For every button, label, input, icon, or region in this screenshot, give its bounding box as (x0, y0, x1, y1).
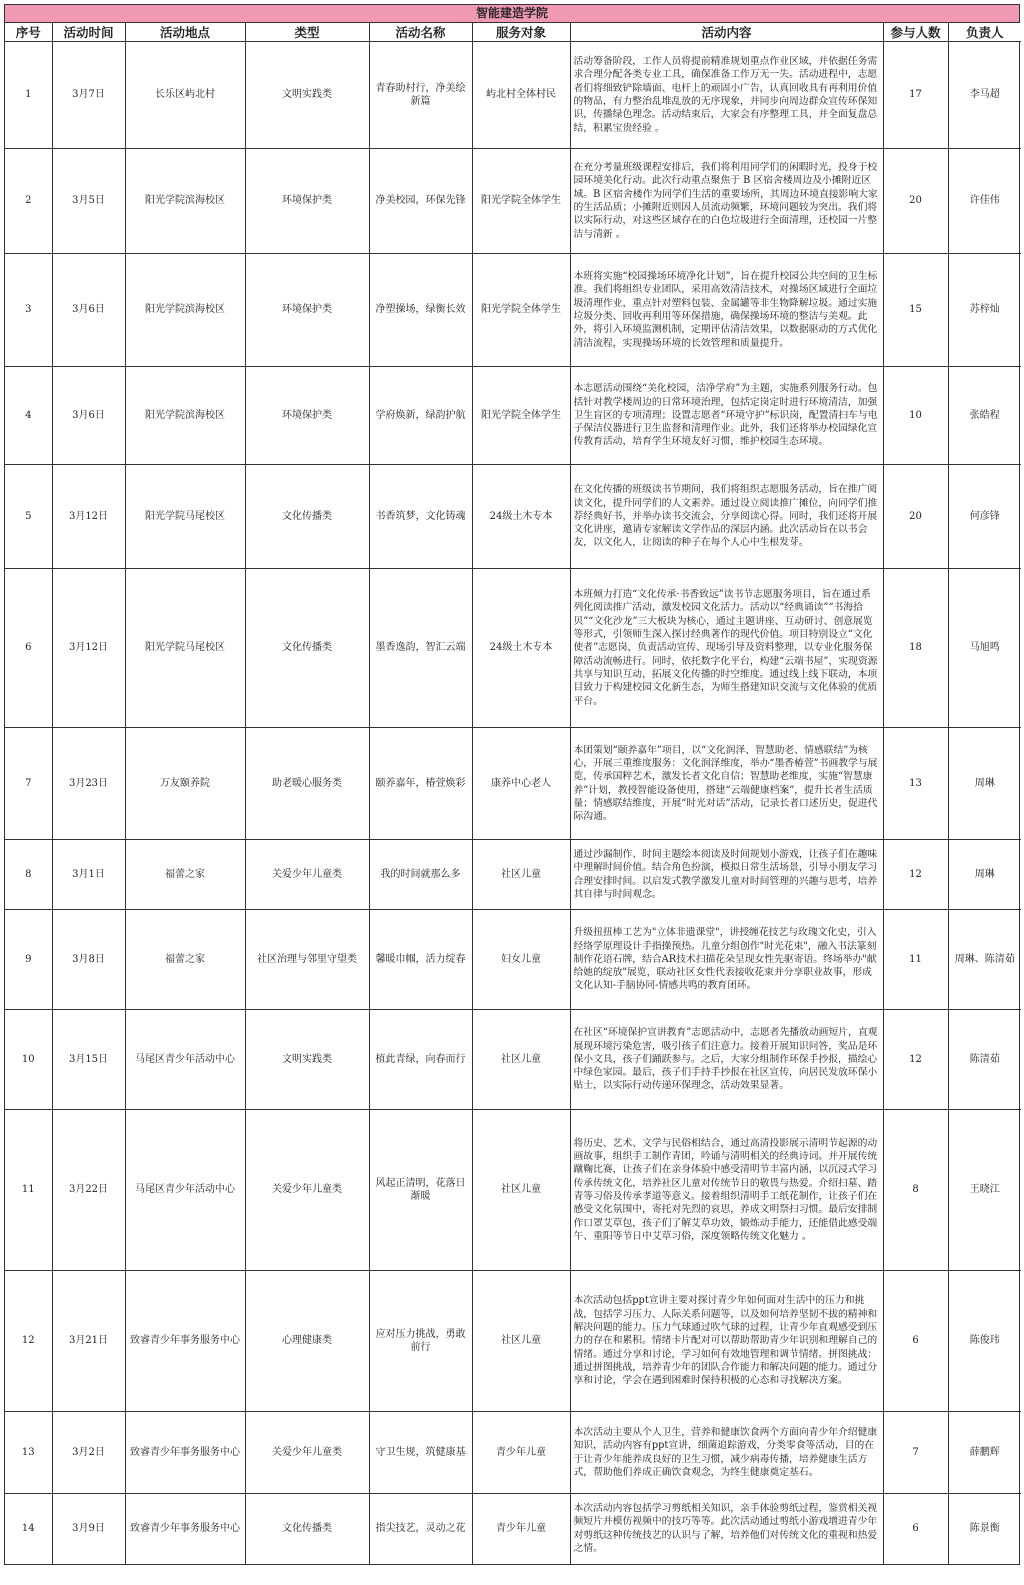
cell-content: 本班倾力打造“文化传承·书香致远”读书节志愿服务项目，旨在通过系列化阅读推广活动，激发校园文化活力。活动以“经典诵读”“书海拾贝”“文化沙龙”三大板块为核心，通过主题讲座、互动研讨、创意展览等形式，引领师生深入探讨经典著作的现代价值。项目特别设立“文化使者”志愿岗，负责活动宣传、现场引导及资料整理，以专业化服务保障活动流畅进行。同时，依托数字化平台，构建“云端书屋”，实现资源共享与知识互动，拓展文化传播的时空维度。通过线上线下联动，本项目致力于构建校园文化新生态，为师生搭建知识交流与文化体验的优质平台。 (570, 569, 883, 728)
cell-leader: 周琳 (948, 728, 1021, 840)
cell-date: 3月1日 (52, 840, 125, 910)
cell-type: 关爱少年儿童类 (245, 840, 369, 910)
cell-content: 将历史、艺术、文学与民俗相结合，通过高清投影展示清明节起源的动画故事，组织手工制作青团，吟诵与清明相关的经典诗词。并开展传统蹴鞠比赛，让孩子们在亲身体验中感受清明节丰富内涵，以沉浸式学习传承传统文化，培养社区儿童对传统节日的敬畏与热爱。介绍扫墓、踏青等习俗及传承孝道等意义。接着组织清明手工纸花制作，让孩子们在感受文化氛围中，寄托对先烈的哀思，养成文明祭扫习惯。最后安排制作口罩艾草包，孩子们了解艾草功效，锻炼动手能力，还能借此感受端午、重阳等节日中艾草习俗，深度领略传统文化魅力 。 (570, 1110, 883, 1271)
cell-content: 在社区“环境保护宣讲教育”志愿活动中，志愿者先播放动画短片，直观展现环境污染危害，吸引孩子们注意力。接着开展知识问答，奖品是环保小文具，孩子们踊跃参与。之后，大家分组制作环保手抄报，描绘心中绿色家园。最后，孩子们手持手抄报在社区宣传，向居民发放环保小贴士，以实际行动传递环保理念，活动效果显著。 (570, 1010, 883, 1110)
cell-place: 阳光学院滨海校区 (125, 367, 245, 465)
cell-leader: 周琳、陈清茹 (948, 910, 1021, 1010)
cell-name: 守卫生规，筑健康基 (369, 1412, 472, 1494)
cell-place: 阳光学院滨海校区 (125, 149, 245, 254)
header-no: 序号 (5, 23, 52, 42)
cell-leader: 何彦锋 (948, 465, 1021, 569)
cell-target: 康养中心老人 (472, 728, 570, 840)
header-target: 服务对象 (472, 23, 570, 42)
cell-target: 社区儿童 (472, 840, 570, 910)
cell-place: 致睿青少年事务服务中心 (125, 1271, 245, 1412)
cell-no: 3 (5, 254, 52, 367)
cell-place: 致睿青少年事务服务中心 (125, 1494, 245, 1564)
cell-content: 通过沙漏制作、时间主题绘本阅读及时间规划小游戏，让孩子们在趣味中理解时间价值。结合角色扮演，模拟日常生活场景，引导小朋友学习合理安排时间。以启发式教学激发儿童对时间管理的兴趣与思考，培养其自律与时间观念。 (570, 840, 883, 910)
cell-place: 马尾区青少年活动中心 (125, 1010, 245, 1110)
cell-content: 升级扭扭棒工艺为"立体非遗课堂"，讲授缠花技艺与玫瑰文化史，引入经络学原理设计手指操预热。儿童分组创作"时光花束"，融入书法篆刻制作花语石牌，结合AR技术扫描花朵呈现女性先驱寄语。终场举办"献给她的绽放"展览，联动社区女性代表接收花束并分享职业故事，形成文化认知-手脑协同-情感共鸣的教育闭环。 (570, 910, 883, 1010)
cell-target: 阳光学院全体学生 (472, 367, 570, 465)
cell-place: 长乐区屿北村 (125, 42, 245, 149)
table-row (5, 840, 1021, 910)
cell-target: 阳光学院全体学生 (472, 149, 570, 254)
table-row (5, 910, 1021, 1010)
cell-name: 馨暖巾帼，活力绽春 (369, 910, 472, 1010)
cell-leader: 陈清茹 (948, 1010, 1021, 1110)
cell-content: 本次活动内容包括学习剪纸相关知识，亲手体验剪纸过程，鉴赏相关视频短片并模仿视频中的技巧等等。此次活动通过剪纸小游戏增进青少年对剪纸这种传统技艺的认识与了解，培养他们对传统文化的重视和热爱之情。 (570, 1494, 883, 1564)
cell-date: 3月7日 (52, 42, 125, 149)
cell-date: 3月2日 (52, 1412, 125, 1494)
cell-date: 3月12日 (52, 465, 125, 569)
table-row (5, 367, 1021, 465)
cell-leader: 王晓江 (948, 1110, 1021, 1271)
cell-name: 植此青绿，向春而行 (369, 1010, 472, 1110)
cell-count: 12 (883, 840, 948, 910)
cell-no: 8 (5, 840, 52, 910)
cell-content: 在充分考量班级课程安排后，我们将利用同学们的闲暇时光，投身于校园环境美化行动。此次行动重点聚焦于 B 区宿舍楼周边及小摊附近区域。B 区宿舍楼作为同学们生活的重要场所，其周边环境直接影响大家的生活品质；小摊附近则因人员流动频繁，环境问题较为突出。我们将以实际行动，对这些区域存在的白色垃圾进行全面清理，还校园一片整洁与清新 。 (570, 149, 883, 254)
cell-no: 10 (5, 1010, 52, 1110)
cell-type: 关爱少年儿童类 (245, 1110, 369, 1271)
cell-leader: 李马超 (948, 42, 1021, 149)
cell-place: 福蕾之家 (125, 840, 245, 910)
spreadsheet (4, 4, 1020, 1565)
cell-name: 净塑操场，绿衡长效 (369, 254, 472, 367)
cell-target: 青少年儿童 (472, 1412, 570, 1494)
cell-content: 本志愿活动围绕“美化校园，洁净学府”为主题，实施系列服务行动。包括针对教学楼周边的日常环境治理，包括定岗定时进行环境清洁，加强卫生盲区的专项清理；设置志愿者“环境守护”标识岗，配置清扫车与电子保洁仪器进行卫生监督和清理作业。此外，我们还将举办校园绿化宣传教育活动，培育学生环境友好习惯，维护校园生态环境。 (570, 367, 883, 465)
cell-count: 7 (883, 1412, 948, 1494)
cell-date: 3月15日 (52, 1010, 125, 1110)
header-leader: 负责人 (948, 23, 1021, 42)
cell-type: 文明实践类 (245, 42, 369, 149)
table-row (5, 1271, 1021, 1412)
table-row (5, 1494, 1021, 1564)
cell-leader: 张皓程 (948, 367, 1021, 465)
cell-content: 本班将实施“校园操场环境净化计划”，旨在提升校园公共空间的卫生标准。我们将组织专业团队，采用高效清洁技术，对操场区域进行全面垃圾清理作业，重点针对塑料包装、金属罐等非生物降解垃圾。通过实施垃圾分类、回收再利用等环保措施，确保操场环境的整洁与美观。此外，将引入环境监测机制，定期评估清洁效果，以数据驱动的方式优化清洁流程，实现操场环境的长效管理和质量提升。 (570, 254, 883, 367)
cell-content: 本团策划“颐养嘉年”项目，以“文化润泽、智慧助老、情感联结”为核心，开展三重维度服务：文化润泽维度，举办“墨香椿萱”书画教学与展览，传承国粹艺术，激发长者文化自信；智慧助老维度，实施“智慧康养”计划，教授智能设备使用，搭建“云端健康档案”，提升长者生活质量；情感联结维度，开展“时光对话”活动，记录长者口述历史，促进代际沟通。 (570, 728, 883, 840)
cell-target: 社区儿童 (472, 1110, 570, 1271)
cell-target: 妇女儿童 (472, 910, 570, 1010)
cell-name: 青春助村行，净美绘新篇 (369, 42, 472, 149)
cell-place: 万友颐养院 (125, 728, 245, 840)
cell-type: 环境保护类 (245, 149, 369, 254)
cell-count: 13 (883, 728, 948, 840)
cell-name: 学府焕新，绿韵护航 (369, 367, 472, 465)
cell-content: 本次活动主要从个人卫生，营养和健康饮食两个方面向青少年介绍健康知识，活动内容有ppt宣讲，细菌追踪游戏，分类零食等活动，目的在于让青少年能养成良好的卫生习惯，减少病毒传播，培养健康生活方式，帮助他们养成正确饮食观念，为终生健康奠定基石。 (570, 1412, 883, 1494)
cell-content: 本次活动包括ppt宣讲主要对探讨青少年如何面对生活中的压力和挑战，包括学习压力、人际关系问题等，以及如何培养坚韧不拔的精神和解决问题的能力。压力气球通过吹气球的过程，让青少年直观感受到压力的存在和累积。情绪卡片配对可以帮助帮助青少年识别和理解自己的情绪。通过分享和讨论，学习如何有效地管理和调节情绪。拼图挑战：通过拼图挑战，培养青少年的团队合作能力和解决问题的能力。通过分享和讨论，学会在遇到困难时保持积极的心态和寻找解决方案。 (570, 1271, 883, 1412)
cell-count: 8 (883, 1110, 948, 1271)
cell-place: 马尾区青少年活动中心 (125, 1110, 245, 1271)
cell-date: 3月12日 (52, 569, 125, 728)
cell-no: 14 (5, 1494, 52, 1564)
cell-no: 12 (5, 1271, 52, 1412)
cell-count: 18 (883, 569, 948, 728)
cell-date: 3月23日 (52, 728, 125, 840)
cell-type: 环境保护类 (245, 367, 369, 465)
cell-target: 24级土木专本 (472, 569, 570, 728)
header-count: 参与人数 (883, 23, 948, 42)
cell-place: 致睿青少年事务服务中心 (125, 1412, 245, 1494)
cell-name: 书香筑梦，文化铸魂 (369, 465, 472, 569)
cell-name: 墨香逸韵，智汇云端 (369, 569, 472, 728)
cell-type: 环境保护类 (245, 254, 369, 367)
cell-date: 3月6日 (52, 367, 125, 465)
cell-date: 3月9日 (52, 1494, 125, 1564)
header-row (5, 23, 1021, 42)
header-name: 活动名称 (369, 23, 472, 42)
cell-no: 4 (5, 367, 52, 465)
cell-count: 20 (883, 149, 948, 254)
cell-leader: 陈俊玮 (948, 1271, 1021, 1412)
header-place: 活动地点 (125, 23, 245, 42)
cell-count: 15 (883, 254, 948, 367)
cell-name: 颐养嘉年，椿萱焕彩 (369, 728, 472, 840)
cell-target: 青少年儿童 (472, 1494, 570, 1564)
cell-no: 2 (5, 149, 52, 254)
cell-type: 社区治理与邻里守望类 (245, 910, 369, 1010)
cell-count: 12 (883, 1010, 948, 1110)
header-content: 活动内容 (570, 23, 883, 42)
cell-leader: 薛鹏辉 (948, 1412, 1021, 1494)
activity-table (5, 23, 1021, 1564)
cell-no: 11 (5, 1110, 52, 1271)
cell-no: 13 (5, 1412, 52, 1494)
cell-name: 风起正清明，花落日渐暖 (369, 1110, 472, 1271)
cell-name: 指尖技艺，灵动之花 (369, 1494, 472, 1564)
cell-place: 阳光学院马尾校区 (125, 569, 245, 728)
cell-type: 文化传播类 (245, 465, 369, 569)
cell-place: 阳光学院马尾校区 (125, 465, 245, 569)
cell-no: 7 (5, 728, 52, 840)
cell-no: 9 (5, 910, 52, 1010)
table-row (5, 254, 1021, 367)
table-row (5, 1010, 1021, 1110)
cell-leader: 苏梓灿 (948, 254, 1021, 367)
cell-type: 文化传播类 (245, 1494, 369, 1564)
cell-date: 3月5日 (52, 149, 125, 254)
table-row (5, 465, 1021, 569)
cell-leader: 马旭鸣 (948, 569, 1021, 728)
cell-type: 文明实践类 (245, 1010, 369, 1110)
cell-type: 文化传播类 (245, 569, 369, 728)
cell-count: 10 (883, 367, 948, 465)
cell-count: 17 (883, 42, 948, 149)
cell-no: 6 (5, 569, 52, 728)
cell-target: 社区儿童 (472, 1271, 570, 1412)
table-row (5, 569, 1021, 728)
cell-leader: 周琳 (948, 840, 1021, 910)
cell-target: 24级土木专本 (472, 465, 570, 569)
cell-target: 阳光学院全体学生 (472, 254, 570, 367)
cell-type: 助老暖心服务类 (245, 728, 369, 840)
cell-place: 阳光学院滨海校区 (125, 254, 245, 367)
table-row (5, 42, 1021, 149)
cell-date: 3月6日 (52, 254, 125, 367)
cell-count: 11 (883, 910, 948, 1010)
cell-date: 3月8日 (52, 910, 125, 1010)
cell-no: 5 (5, 465, 52, 569)
cell-name: 净美校园，环保先锋 (369, 149, 472, 254)
cell-date: 3月21日 (52, 1271, 125, 1412)
table-row (5, 728, 1021, 840)
header-date: 活动时间 (52, 23, 125, 42)
cell-content: 在文化传播的班级读书节期间，我们将组织志愿服务活动，旨在推广阅读文化，提升同学们的人文素养。通过设立阅读推广摊位，向同学们推荐经典好书，并举办读书交流会，分享阅读心得。同时，我们还将开展文化讲座，邀请专家解读文学作品的深层内涵。此次活动旨在以书会友，以文化人，让阅读的种子在每个人心中生根发芽。 (570, 465, 883, 569)
cell-name: 应对压力挑战，勇敢前行 (369, 1271, 472, 1412)
cell-place: 福蕾之家 (125, 910, 245, 1010)
cell-count: 6 (883, 1271, 948, 1412)
cell-count: 6 (883, 1494, 948, 1564)
cell-target: 屿北村全体村民 (472, 42, 570, 149)
table-row (5, 149, 1021, 254)
table-row (5, 1110, 1021, 1271)
sheet-title: 智能建造学院 (5, 5, 1019, 23)
cell-no: 1 (5, 42, 52, 149)
cell-target: 社区儿童 (472, 1010, 570, 1110)
cell-content: 活动筹备阶段，工作人员将提前精准规划重点作业区域，并依据任务需求合理分配各类专业工具，确保准备工作万无一失。活动进程中，志愿者们将细致铲除墙面、电杆上的顽固小广告，认真回收具有再利用价值的物品，有力整治乱堆乱放的无序现象，并同步向周边群众宣传环保知识，传播绿色理念。活动结束后，大家会有序整理工具，并全面复盘总结，积累宝贵经验 。 (570, 42, 883, 149)
cell-name: 我的时间就那么多 (369, 840, 472, 910)
header-type: 类型 (245, 23, 369, 42)
cell-leader: 陈景衡 (948, 1494, 1021, 1564)
cell-type: 心理健康类 (245, 1271, 369, 1412)
table-row (5, 1412, 1021, 1494)
cell-count: 20 (883, 465, 948, 569)
cell-type: 关爱少年儿童类 (245, 1412, 369, 1494)
cell-leader: 许佳伟 (948, 149, 1021, 254)
cell-date: 3月22日 (52, 1110, 125, 1271)
